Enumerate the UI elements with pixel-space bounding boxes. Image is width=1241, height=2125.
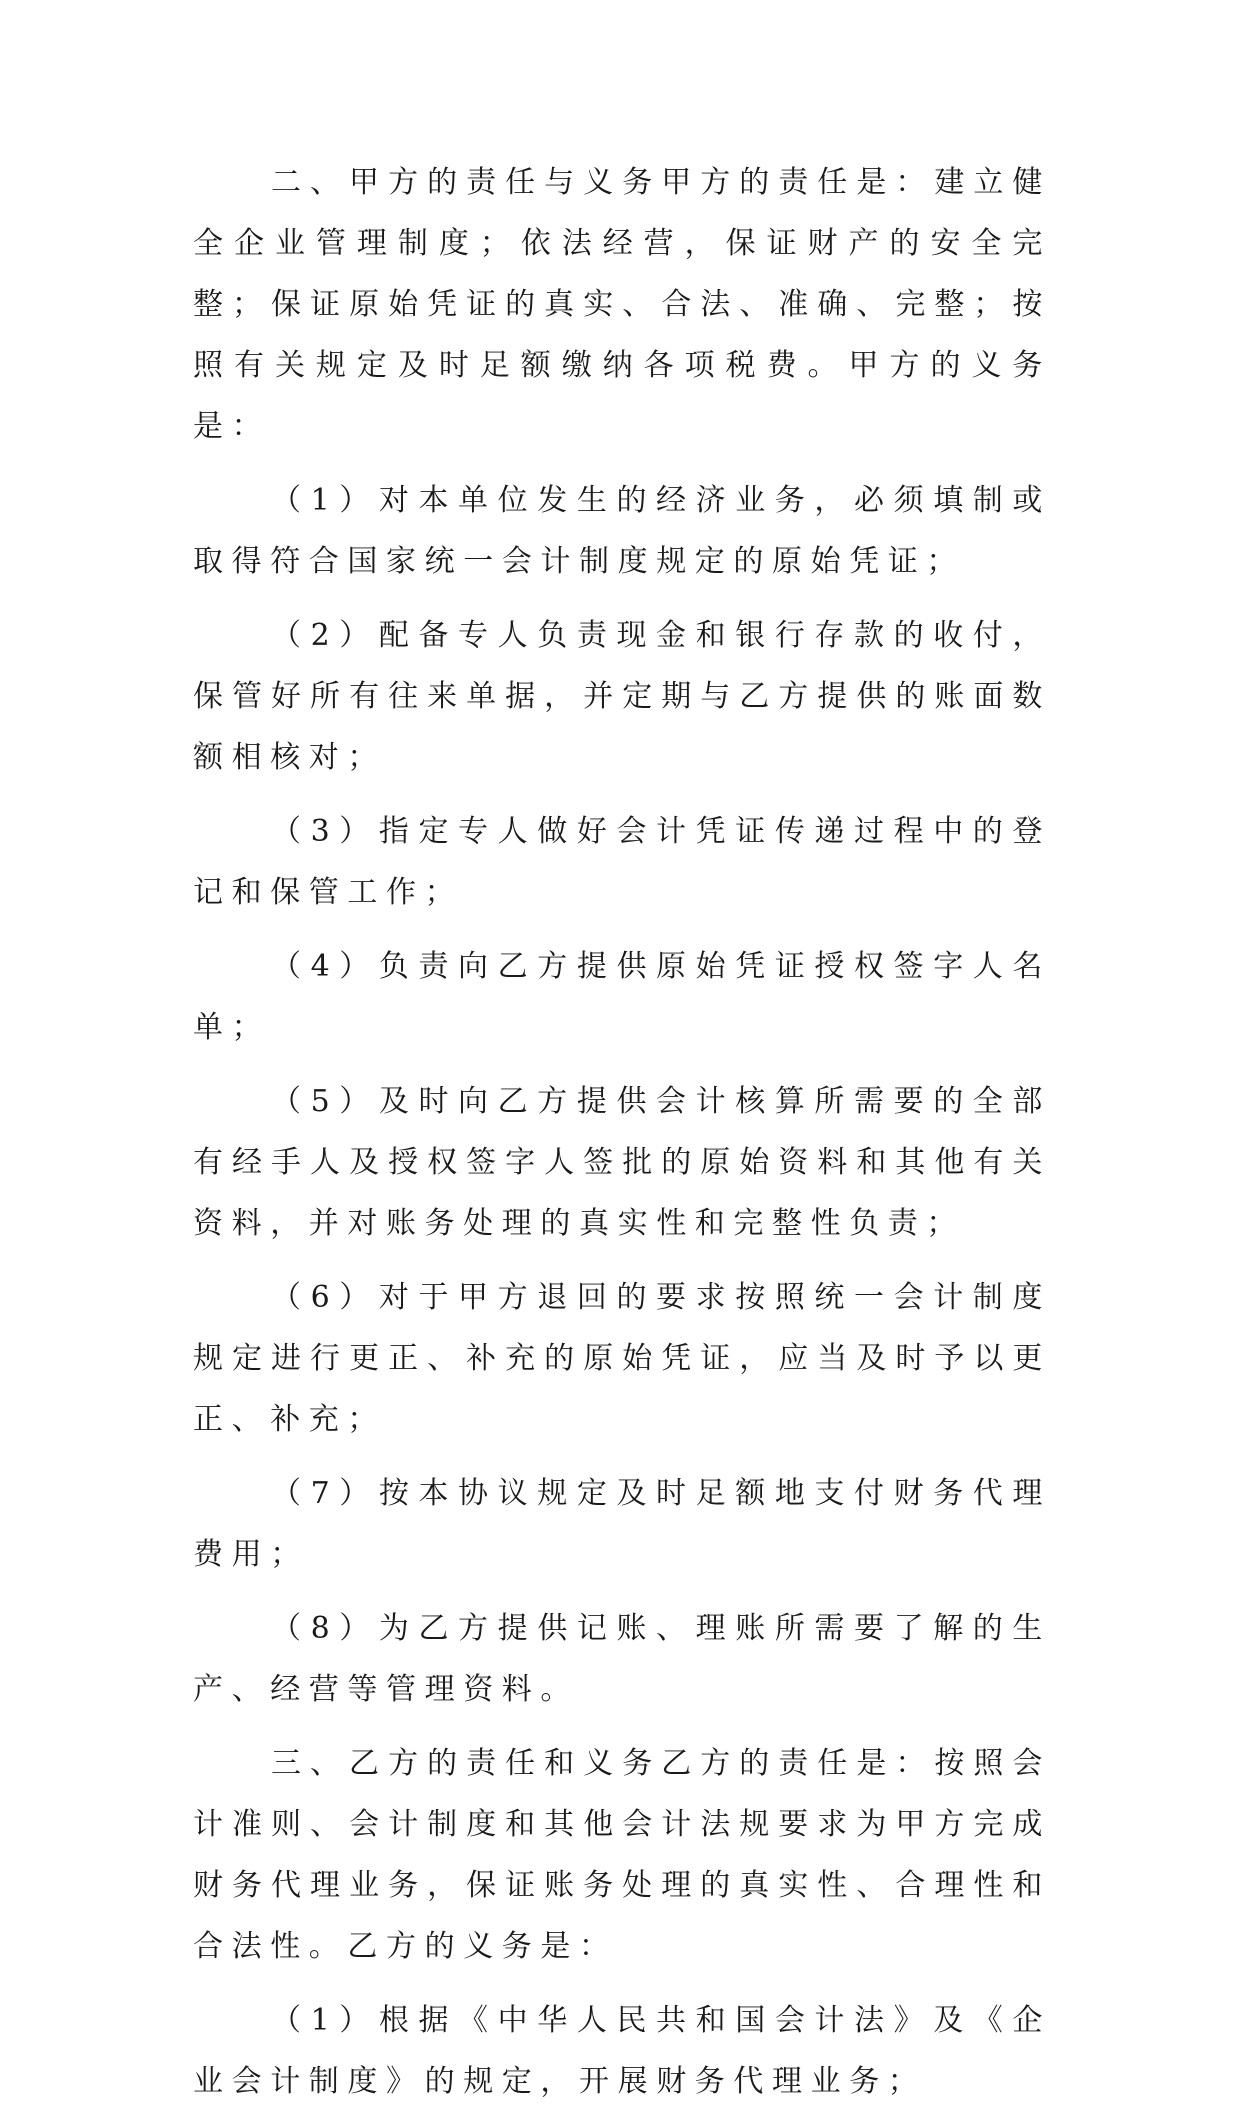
party-a-duty-2: （2）配备专人负责现金和银行存款的收付，保管好所有往来单据，并定期与乙方提供的账面数额相核对； [193, 618, 1051, 775]
party-a-duty-7: （7）按本协议规定及时足额地支付财务代理费用； [193, 1476, 1051, 1572]
section-3-party-b-responsibilities: 三、乙方的责任和义务乙方的责任是：按照会计准则、会计制度和其他会计法规要求为甲方完成财务代理业务，保证账务处理的真实性、合理性和合法性。乙方的义务是： [193, 1746, 1051, 1964]
section-2-party-a-responsibilities: 二、甲方的责任与义务甲方的责任是：建立健全企业管理制度；依法经营，保证财产的安全完整；保证原始凭证的真实、合法、准确、完整；按照有关规定及时足额缴纳各项税费。甲方的义务是： [193, 165, 1051, 444]
party-a-duty-8: （8）为乙方提供记账、理账所需要了解的生产、经营等管理资料。 [193, 1611, 1051, 1707]
party-a-duty-4: （4）负责向乙方提供原始凭证授权签字人名单； [193, 949, 1051, 1045]
party-a-duty-3: （3）指定专人做好会计凭证传递过程中的登记和保管工作； [193, 814, 1051, 910]
party-a-duty-1: （1）对本单位发生的经济业务，必须填制或取得符合国家统一会计制度规定的原始凭证； [193, 483, 1051, 579]
party-b-duty-1: （1）根据《中华人民共和国会计法》及《企业会计制度》的规定，开展财务代理业务； [193, 2003, 1051, 2099]
party-a-duty-6: （6）对于甲方退回的要求按照统一会计制度规定进行更正、补充的原始凭证，应当及时予以更正、补充； [193, 1280, 1051, 1437]
party-a-duty-5: （5）及时向乙方提供会计核算所需要的全部有经手人及授权签字人签批的原始资料和其他有关资料，并对账务处理的真实性和完整性负责； [193, 1084, 1051, 1241]
document-body [193, 152, 1051, 2125]
